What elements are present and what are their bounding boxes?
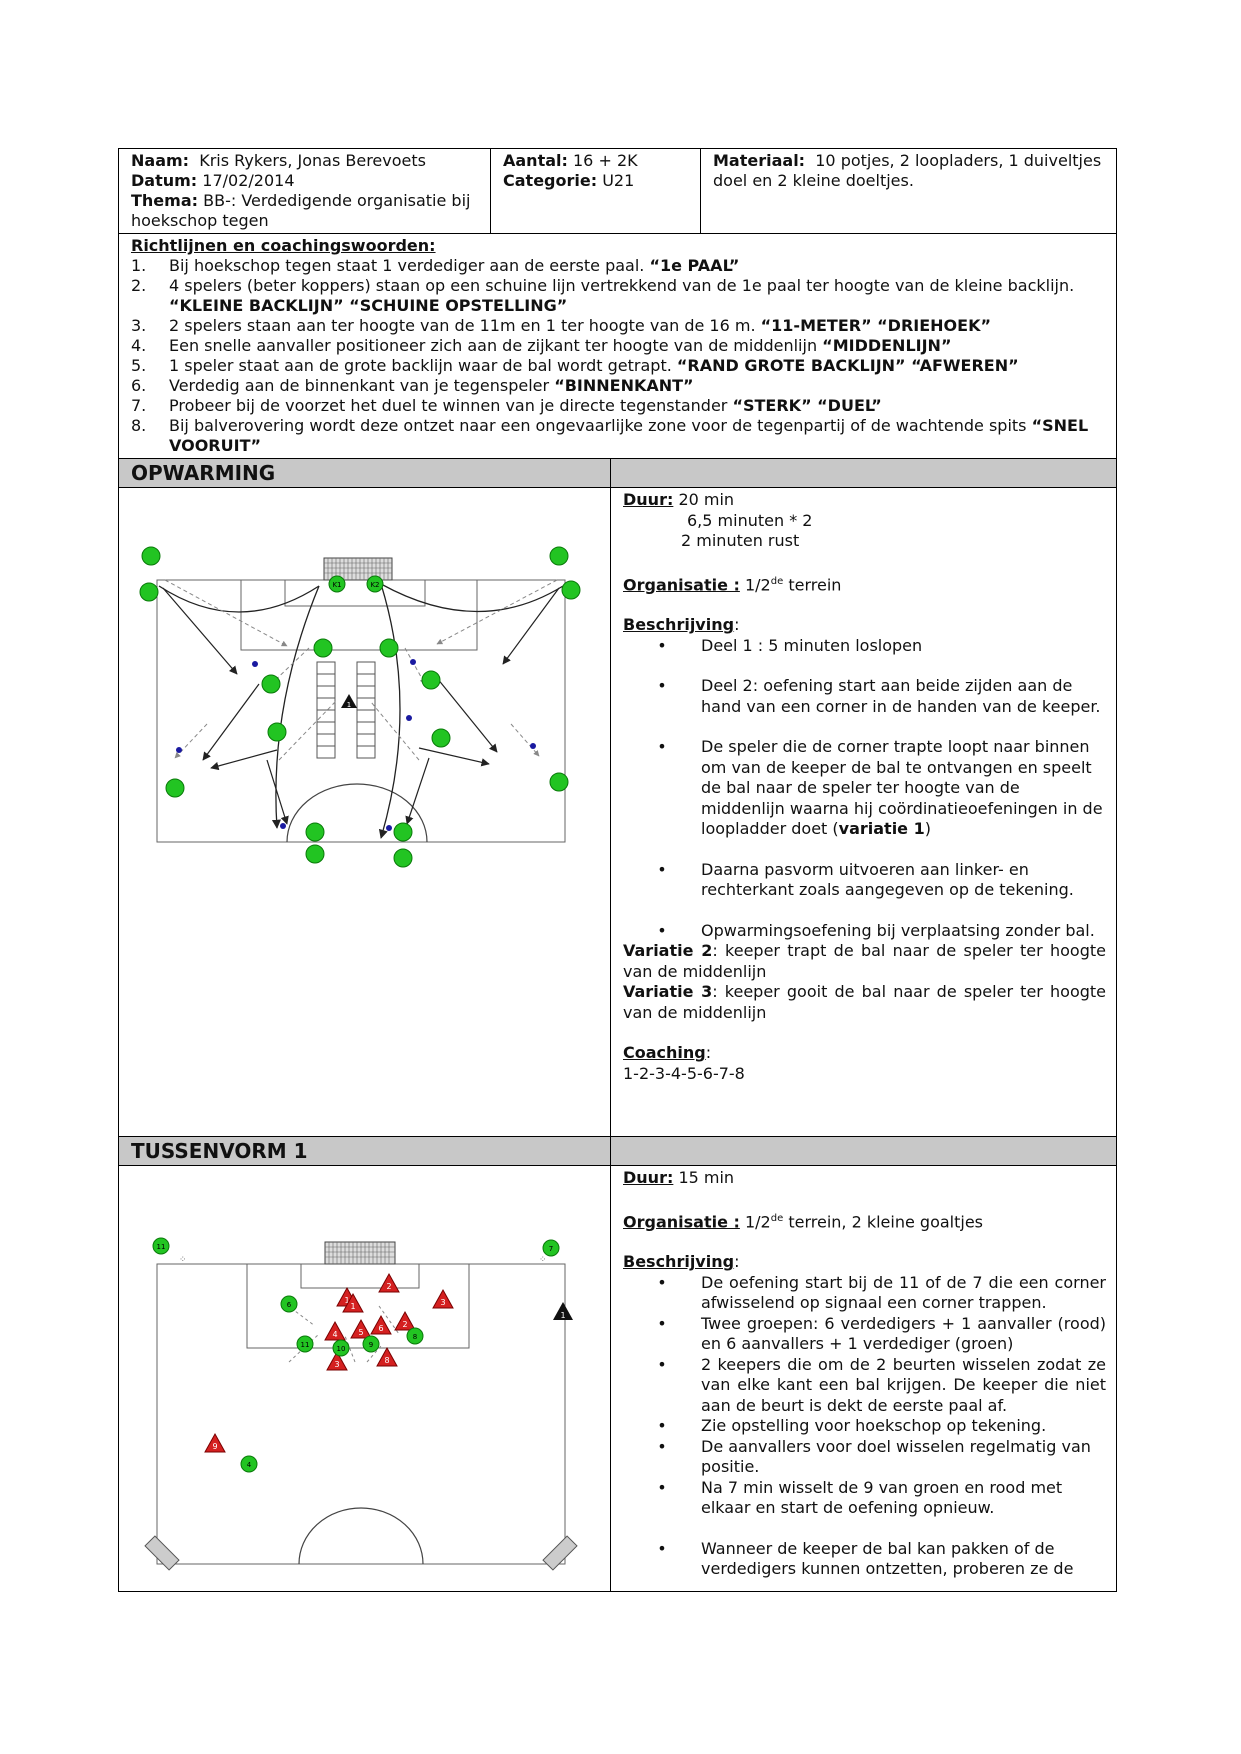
green-player [432,729,450,747]
guideline-text: Verdedig aan de binnenkant van je tegenspeler “BINNENKANT” [169,376,694,395]
red-player [395,1312,415,1330]
marking-line [291,1308,315,1326]
opwarming-organisatie-sup: de [770,575,784,587]
guideline-text: 2 spelers staan aan ter hoogte van de 11m en 1 ter hoogte van de 16 m. “11-METER” “DRIEHOEK” [169,316,991,335]
opwarming-duur-label: Duur: [623,490,674,509]
list-item: • 2 keepers die om de 2 beurten wisselen zodat ze van elke kant een bal krijgen. De keeper die niet aan de beurt is dekt de eerste paal af. [657,1354,1106,1415]
red-player [205,1434,225,1452]
materiaal-label: Materiaal: [713,151,806,170]
categorie-label: Categorie: [503,171,598,190]
red-player [377,1348,397,1366]
header-materiaal-cell [701,149,1116,233]
tussenvorm-text: Duur: 15 min Organisatie : 1/2de terrein, 2 kleine goaltjes Beschrijving: • De oefening start bij de 11 of de 7 die een corner afwisselend op signaal een corner trappen. • Twee groepen: 6 verdedigers + 1 aanvaller (rood) en 6 aanvallers + 1 verdediger (groen) • 2 keepers die om de 2 beurten wisselen zodat ze van elke kant een bal krijgen. De keeper die niet aan de beurt is dekt de eerste paal af. • Zie opstelling voor hoekschop op tekening. • De aanvallers voor doel wisselen regelmatig van positie. • Na 7 min wisselt de 9 van groen en rood met elkaar en start de oefening opnieuw. • Wanneer de keeper de bal kan pakken of de verdedigers kunnen ontzetten, proberen ze de [623,1168,1106,1579]
green-player [241,1456,257,1472]
green-player [297,1336,313,1352]
green-player [306,823,324,841]
guideline-item [131,376,1104,396]
tussenvorm-content [119,1166,1116,1591]
guideline-text: Bij balverovering wordt deze ontzet naar een ongevaarlijke zone voor de tegenpartij of de wachtende spits “SNEL VOORUIT” [169,416,1089,455]
cone-icon [341,694,357,709]
keeper-k1-label: K1 [332,581,342,589]
guideline-item [131,396,1104,416]
goal-net-icon [325,1242,395,1264]
guideline-item [131,316,1104,336]
opwarming-bullets [623,636,1106,942]
arrow-path [381,584,563,612]
opwarming-text: Duur: 20 min 6,5 minuten * 2 2 minuten rust Organisatie : 1/2de terrein Beschrijving: • Deel 1 : 5 minuten loslopen • Deel 2: oefening start aan beide zijden aan de hand van een corner in de handen van de keeper. • De speler die de corner trapte loopt naar binnen om van de keeper de bal te ontvangen en speelt de bal naar de speler ter hoogte van de middenlijn waarna hij coördinatieoefeningen in de loopladder doet (variatie 1) • Daarna pasvorm uitvoeren aan linker- en rechterkant zoals aangegeven op de tekening. • Opwarmingsoefening bij verplaatsing zonder bal. Variatie 2: keeper trapt de bal naar de speler ter hoogte van de middenlijn Variatie 3: keeper gooit de bal naar de speler ter hoogte van de middenlijn Coaching: 1-2-3-4-5-6-7-8 [623,490,1106,1083]
guideline-number: 3. [131,316,147,335]
green-player [550,547,568,565]
list-item: • Wanneer de keeper de bal kan pakken of de verdedigers kunnen ontzetten, proberen ze de [657,1538,1074,1579]
keeper-k2-label: K2 [370,581,380,589]
guideline-keywords: “SNEL VOORUIT” [169,416,1089,455]
list-item: • De oefening start bij de 11 of de 7 die een corner afwisselend op signaal een corner trappen. [657,1272,1106,1313]
variatie3-text: : keeper gooit de bal naar de speler ter hoogte van de middenlijn [623,982,1106,1022]
red-player-label: 9 [212,1442,218,1451]
goal-area [285,580,425,606]
green-player-label: 9 [368,1341,374,1349]
list-item: • Deel 1 : 5 minuten loslopen [657,635,923,655]
guideline-item [131,256,1104,276]
blue-cone-icon [410,659,416,665]
red-player [379,1274,399,1292]
guideline-keywords: “MIDDENLIJN” [822,336,952,355]
corner-flag-icon: ⁘ [539,1255,547,1265]
tussenvorm-beschrijving-label: Beschrijving [623,1252,735,1272]
green-player-label: 10 [336,1345,346,1353]
opwarming-diagram-cell [119,488,611,1136]
red-player-label: 5 [358,1328,364,1337]
red-player-label: 8 [384,1356,390,1365]
list-item: • Zie opstelling voor hoekschop op tekening. [657,1416,1047,1436]
guideline-text: 4 spelers (beter koppers) staan op een schuine lijn vertrekkend van de 1e paal ter hoogte van de kleine backlijn. “KLEINE BACKLIJN” “SCHUINE OPSTELLING” [169,276,1075,315]
green-player-label: 7 [548,1245,554,1253]
arrow-path [419,748,489,764]
naam-value: Kris Rykers, Jonas Berevoets [199,151,426,170]
guideline-text: Bij hoekschop tegen staat 1 verdediger aan de eerste paal. “1e PAAL” [169,256,740,275]
tussenvorm-duur: 15 min [678,1168,735,1187]
header-aantal-cell [491,149,701,233]
opwarming-content [119,488,1116,1137]
red-player [325,1322,345,1340]
aantal-label: Aantal: [503,151,568,170]
tussenvorm-organisatie-post: terrein, 2 kleine goaltjes [788,1211,983,1231]
red-player [351,1320,371,1338]
arrow-path [163,588,237,674]
green-player [422,671,440,689]
keeper-k2 [367,576,383,592]
blue-cone-icon [530,743,536,749]
tussenvorm-organisatie-pre: 1/2 [744,1211,771,1231]
guideline-item [131,356,1104,376]
arrow-path [175,724,207,758]
tussenvorm-organisatie-label: Organisatie : [623,1211,740,1231]
green-player [394,849,412,867]
green-player [394,823,412,841]
opwarming-organisatie-post: terrein [788,574,842,594]
guideline-item [131,276,1104,316]
thema-label: Thema: [131,191,199,210]
opwarming-beschrijving-label: Beschrijving [623,615,735,635]
opwarming-duur: 20 min [678,490,735,509]
guidelines [119,234,1116,458]
green-player-label: 11 [156,1243,166,1251]
green-player [407,1328,423,1344]
blue-cone-icon [176,747,182,753]
guideline-number: 8. [131,416,147,435]
tussenvorm-diagram-cell [119,1166,611,1591]
arrow-path [511,724,539,756]
green-player [543,1240,559,1256]
guideline-keywords: “11-METER” “DRIEHOEK” [760,316,991,335]
green-player [314,639,332,657]
green-player [166,779,184,797]
coaching-value: 1-2-3-4-5-6-7-8 [623,1063,745,1083]
center-arc [299,1508,423,1564]
red-player [433,1290,453,1308]
variatie3-label: Variatie 3 [623,982,713,1002]
green-player [153,1238,169,1254]
blue-cone-icon [406,715,412,721]
opwarming-header-empty [611,459,1116,487]
opwarming-organisatie-label: Organisatie : [623,574,740,594]
blue-cone-icon [386,825,392,831]
guideline-keywords: “RAND GROTE BACKLIJN” “AFWEREN” [676,356,1019,375]
datum-value: 17/02/2014 [202,171,295,190]
guidelines-row [119,234,1116,459]
tussenvorm-title: TUSSENVORM 1 [119,1137,611,1165]
green-player [268,723,286,741]
green-player-label: 11 [300,1341,310,1349]
tussenvorm-duur-label: Duur: [623,1168,674,1187]
green-player-label: 6 [286,1301,292,1309]
green-player [380,639,398,657]
guideline-item [131,336,1104,356]
arrow-path [276,586,319,828]
opwarming-header [119,459,1116,488]
arrow-path [437,580,557,644]
guidelines-title: Richtlijnen en coachingswoorden: [131,236,436,255]
green-player [262,675,280,693]
guidelines-list [131,256,1104,456]
ladder-right-icon [357,662,375,758]
tussenvorm-bullets [623,1273,1106,1580]
small-goal-left-icon [145,1536,179,1570]
red-player-label: 1 [350,1302,356,1311]
arrow-path [159,586,319,612]
materiaal-value: 10 potjes, 2 loopladers, 1 duiveltjes doel en 2 kleine doeltjes. [713,151,1102,190]
guideline-number: 5. [131,356,147,375]
arrow-path [165,580,287,646]
green-player [142,547,160,565]
green-player [140,583,158,601]
categorie-value: U21 [602,171,635,190]
green-player [281,1296,297,1312]
goal-area [301,1264,419,1288]
red-player-label: 4 [332,1330,338,1339]
arrow-path [203,684,259,760]
guideline-keywords: “KLEINE BACKLIJN” “SCHUINE OPSTELLING” [169,296,568,315]
red-player [371,1316,391,1334]
guideline-number: 2. [131,276,147,295]
corner-flag-icon: ⁘ [179,1255,187,1265]
guideline-keywords: “1e PAAL” [649,256,740,275]
training-sheet [118,148,1117,1592]
green-player [306,845,324,863]
list-item: • De aanvallers voor doel wisselen regelmatig van positie. [657,1436,1091,1477]
list-item: • Daarna pasvorm uitvoeren aan linker- en rechterkant zoals aangegeven op de tekening. [657,859,1074,900]
red-player-label: 2 [386,1282,392,1291]
aantal-value: 16 + 2K [573,151,638,170]
opwarming-diagram [119,488,611,1136]
arrow-path [371,702,419,760]
opwarming-organisatie-pre: 1/2 [744,574,771,594]
opwarming-title: OPWARMING [119,459,611,487]
guideline-text: Een snelle aanvaller positioneer zich aan de zijkant ter hoogte van de middenlijn “MIDDENLIJN” [169,336,952,355]
cone-label: 1 [346,701,352,709]
arrow-path [381,584,400,838]
header-info-cell [119,149,491,233]
green-player [562,581,580,599]
arrow-path [279,700,337,760]
header-row [119,149,1116,234]
guideline-keywords: “STERK” “DUEL” [732,396,882,415]
guideline-number: 7. [131,396,147,415]
list-item: • De speler die de corner trapte loopt naar binnen om van de keeper de bal te ontvangen en speelt de bal naar de speler ter hoogte van de middenlijn waarna hij coördinatieoefeningen in de loopladder doet (variatie 1) [623,737,1106,840]
cone-icon [553,1302,573,1320]
list-item: • Deel 2: oefening start aan beide zijden aan de hand van een corner in de handen van de keeper. [657,676,1101,716]
tussenvorm-header [119,1137,1116,1166]
arrow-path [503,588,559,664]
tussenvorm-organisatie-sup: de [770,1212,784,1224]
coaching-label: Coaching [623,1043,706,1063]
datum-label: Datum: [131,171,198,190]
variatie2-label: Variatie 2 [623,941,713,961]
blue-cone-icon [252,661,258,667]
guideline-number: 6. [131,376,147,395]
small-goal-right-icon [543,1536,577,1570]
guideline-number: 4. [131,336,147,355]
tussenvorm-players [153,1238,559,1472]
arrow-path [211,750,277,768]
green-player [550,773,568,791]
guideline-keywords: “BINNENKANT” [554,376,694,395]
list-item: • Opwarmingsoefening bij verplaatsing zonder bal. [657,920,1095,940]
opwarming-bullet-variatie: De speler die de corner trapte loopt naar binnen om van de keeper de bal te ontvangen en speelt de bal naar de speler ter hoogte van de middenlijn waarna hij coördinatieoefeningen in de loopladder doet (variatie 1) [701,737,1103,839]
green-player [333,1340,349,1356]
opwarming-duur-line3: 2 minuten rust [681,531,800,550]
blue-cone-icon [280,823,286,829]
green-players [140,547,580,867]
green-player [363,1336,379,1352]
variatie2-text: : keeper trapt de bal naar de speler ter hoogte van de middenlijn [623,941,1106,981]
keeper-k1 [329,576,345,592]
guideline-number: 1. [131,256,147,275]
field-outline [157,580,565,842]
tussenvorm-diagram [119,1166,611,1591]
blue-cones [176,659,536,831]
penalty-box [241,580,477,650]
thema-value: BB-: Verdedigende organisatie bij hoekschop tegen [131,191,471,230]
red-player-label: 1 [344,1296,350,1305]
tussenvorm-header-empty [611,1137,1116,1165]
green-player-label: 8 [412,1333,418,1341]
red-player-label: 6 [378,1324,384,1333]
list-item: • Twee groepen: 6 verdedigers + 1 aanvaller (rood) en 6 aanvallers + 1 verdediger (groen) [657,1313,1106,1354]
opwarming-duur-line2: 6,5 minuten * 2 [687,510,813,530]
list-item: • Na 7 min wisselt de 9 van groen en rood met elkaar en start de oefening opnieuw. [657,1477,1063,1518]
guideline-item [131,416,1104,456]
cone-label: 1 [560,1311,566,1320]
red-player-label: 2 [402,1320,408,1329]
naam-label: Naam: [131,151,190,170]
red-player-label: 3 [334,1360,340,1369]
guideline-text: Probeer bij de voorzet het duel te winnen van je directe tegenstander “STERK” “DUEL” [169,396,882,415]
red-player-label: 3 [440,1298,446,1307]
ladder-left-icon [317,662,335,758]
guideline-text: 1 speler staat aan de grote backlijn waar de bal wordt getrapt. “RAND GROTE BACKLIJN” “AFWEREN” [169,356,1019,375]
green-player-label: 4 [246,1461,252,1469]
